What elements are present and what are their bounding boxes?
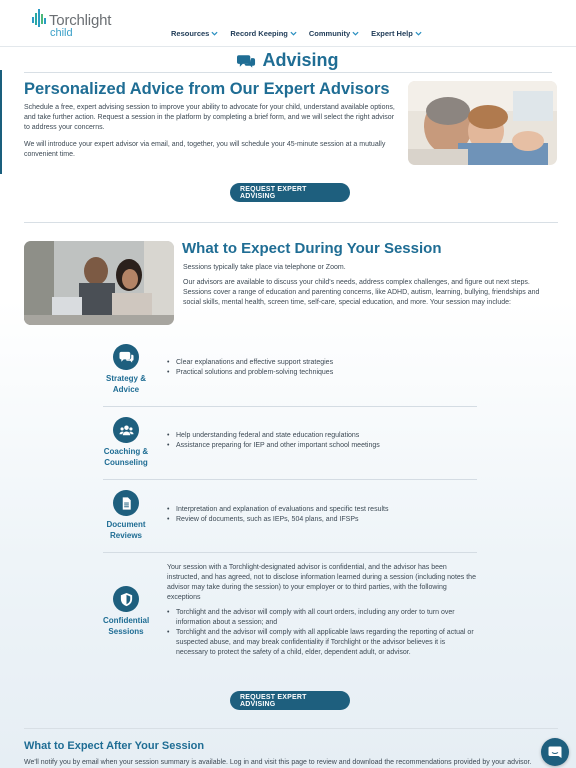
nav-record-keeping[interactable] <box>230 29 297 38</box>
row-label: Confidential Sessions <box>103 616 150 636</box>
nav-label: Expert Help <box>371 29 413 38</box>
chat-icon <box>548 745 562 759</box>
request-advising-button[interactable]: REQUEST EXPERT ADVISING <box>230 183 350 202</box>
expect-paragraph-2: Our advisors are available to discuss your child's needs, address complex challenges, and figure out next steps. Sessions cover a range of education and parenting concerns, like ADHD, autism, learning, bullying, friendships and social skills, mental health, screen time, self-care, special education, and more. Your session may include: <box>183 279 540 306</box>
after-heading: What to Expect After Your Session <box>24 740 205 752</box>
divider <box>24 222 558 223</box>
divider <box>24 728 558 729</box>
group-icon <box>113 417 139 443</box>
chat-bubbles-icon <box>237 53 256 69</box>
list-item: • Torchlight and the advisor will comply with all applicable laws regarding the reporting of actual or suspected abuse, and may break confidentiality if Torchlight or the advisor believes it is necessary to protect the safety of a child, elder, dependent adult, or advisor. <box>176 628 476 658</box>
list-item: • Torchlight and the advisor will comply with all court orders, including any order to turn over information about a session; and <box>176 608 476 628</box>
row-label: Strategy & Advice <box>105 374 146 394</box>
confidential-bullets <box>176 608 476 658</box>
logo-mark-icon <box>32 9 50 29</box>
row-bullets <box>176 505 388 525</box>
nav-community[interactable] <box>309 29 359 38</box>
list-item: • Interpretation and explanation of evaluations and specific test results <box>176 505 388 515</box>
list-item: • Clear explanations and effective support strategies <box>176 358 333 368</box>
shield-icon <box>113 586 139 612</box>
chat-launcher-button[interactable] <box>541 738 569 766</box>
row-label: Coaching & Counseling <box>103 447 149 467</box>
page-header <box>0 50 576 74</box>
request-advising-button-bottom[interactable]: REQUEST EXPERT ADVISING <box>230 691 350 710</box>
chevron-down-icon <box>352 30 359 37</box>
coaching-counseling-row <box>103 417 477 479</box>
divider <box>103 406 477 407</box>
accent-rule <box>0 70 2 174</box>
personalized-paragraph-2: We will introduce your expert advisor via email, and, together, you will schedule your 45-minute session at a mutually convenient time. <box>24 141 386 158</box>
nav-label: Community <box>308 29 351 38</box>
expect-paragraph-1: Sessions typically take place via telephone or Zoom. <box>183 264 346 271</box>
main-nav <box>171 29 422 38</box>
nav-label: Resources <box>171 29 210 38</box>
torchlight-logo[interactable] <box>32 9 112 39</box>
chevron-down-icon <box>290 30 297 37</box>
chevron-down-icon <box>415 30 422 37</box>
row-icon-col <box>103 586 149 637</box>
row-bullets <box>176 358 333 378</box>
list-item: • Practical solutions and problem-solving techniques <box>176 368 333 378</box>
row-icon-col <box>103 417 149 468</box>
page-title: Advising <box>262 50 339 70</box>
row-icon-col <box>103 344 149 395</box>
document-icon <box>113 490 139 516</box>
row-icon-col <box>103 490 149 541</box>
brand-sub: child <box>50 27 73 39</box>
divider <box>103 479 477 480</box>
brand-name: Torchlight <box>49 12 112 29</box>
nav-resources[interactable] <box>171 29 218 38</box>
divider <box>24 72 552 73</box>
confidential-text: Your session with a Torchlight-designated advisor is confidential, and the advisor has been instructed, and has agreed, not to disclose information learned during a session (including notes the advisor may take during the session) to your employer or to third parties, with the following exceptions <box>167 564 476 601</box>
document-reviews-row <box>103 490 477 550</box>
nav-expert-help[interactable] <box>371 29 422 38</box>
nav-label: Record Keeping <box>230 29 288 38</box>
row-label: Document Reviews <box>106 520 146 540</box>
expect-heading: What to Expect During Your Session <box>182 240 442 257</box>
divider <box>103 552 477 553</box>
personalized-paragraph-1: Schedule a free, expert advising session to improve your ability to advocate for your child, understand available options, and take further action. Request a session in the platform by completing a brief form, and we will select the right advisor to address your concerns. <box>24 104 395 131</box>
strategy-advice-row <box>103 344 477 404</box>
advisor-session-photo <box>24 241 174 325</box>
list-item: • Assistance preparing for IEP and other important school meetings <box>176 441 380 451</box>
top-bar <box>0 0 576 47</box>
parent-child-photo <box>408 81 557 165</box>
row-bullets <box>176 431 380 451</box>
list-item: • Review of documents, such as IEPs, 504 plans, and IFSPs <box>176 515 388 525</box>
chevron-down-icon <box>211 30 218 37</box>
after-text: We'll notify you by email when your session summary is available. Log in and visit this page to review and download the recommendations provided by your advisor. <box>24 759 532 766</box>
list-item: • Help understanding federal and state education regulations <box>176 431 380 441</box>
personalized-heading: Personalized Advice from Our Expert Advisors <box>24 80 390 98</box>
chat-bubbles-icon <box>113 344 139 370</box>
